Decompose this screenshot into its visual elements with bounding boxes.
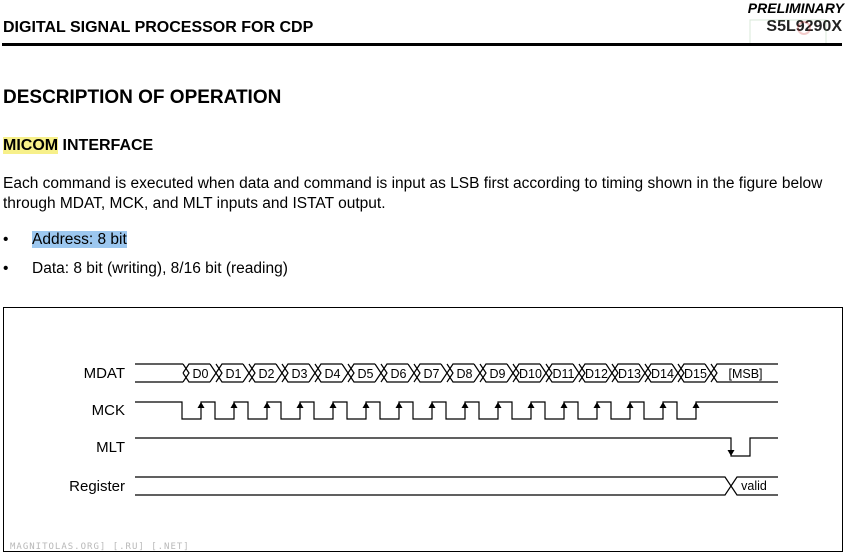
mdat-bit-label: D8 (456, 367, 473, 381)
mck-rising-edge-arrow (396, 402, 403, 408)
mlt-falling-edge-arrow (728, 450, 735, 456)
mck-rising-edge-arrow (429, 402, 436, 408)
mdat-bit-label: D4 (324, 367, 341, 381)
preliminary-label: PRELIMINARY (747, 0, 844, 16)
mdat-bit-label: D14 (651, 367, 674, 381)
section-title: DESCRIPTION OF OPERATION (3, 87, 282, 108)
part-number: S5L9290X (766, 18, 842, 35)
bullet-marker: • (3, 260, 9, 277)
mck-rising-edge-arrow (693, 402, 700, 408)
watermark-text: MAGNITOLAS.ORG] [.RU] [.NET] (10, 542, 190, 552)
subsection-title-rest: INTERFACE (58, 137, 154, 154)
register-valid-label: valid (741, 479, 767, 493)
mck-rising-edge-arrow (330, 402, 337, 408)
mdat-bit-label: D13 (618, 367, 641, 381)
mdat-label: MDAT (83, 365, 125, 382)
mck-rising-edge-arrow (561, 402, 568, 408)
mdat-bit-label: D15 (684, 367, 707, 381)
micom-highlight: MICOM (3, 137, 59, 154)
mdat-bit-label: [MSB] (728, 367, 763, 381)
mck-rising-edge-arrow (264, 402, 271, 408)
mdat-bit-label: D6 (390, 367, 407, 381)
description-paragraph: Each command is executed when data and command is input as LSB first according to timing shown in the figure below through MDAT, MCK, and MLT inputs and ISTAT output. (3, 175, 823, 212)
mck-rising-edge-arrow (660, 402, 667, 408)
mdat-bit-label: D2 (258, 367, 275, 381)
mdat-bit-label: D7 (423, 367, 440, 381)
mck-rising-edge-arrow (363, 402, 370, 408)
mck-rising-edge-arrow (528, 402, 535, 408)
mck-label: MCK (91, 402, 125, 419)
mck-rising-edge-arrow (627, 402, 634, 408)
mdat-bit-label: D1 (225, 367, 242, 381)
mdat-bit-label: D10 (519, 367, 542, 381)
bullet-data: Data: 8 bit (writing), 8/16 bit (reading) (32, 260, 288, 277)
mck-rising-edge-arrow (462, 402, 469, 408)
register-bus (135, 477, 778, 495)
mck-rising-edge-arrow (231, 402, 238, 408)
register-label: Register (69, 478, 125, 495)
mck-rising-edge-arrow (198, 402, 205, 408)
bullet-marker: • (3, 231, 9, 248)
mdat-bit-label: D11 (552, 367, 575, 381)
mlt-line (135, 438, 778, 456)
mdat-bit-label: D0 (192, 367, 209, 381)
mck-rising-edge-arrow (495, 402, 502, 408)
mck-rising-edge-arrow (297, 402, 304, 408)
mlt-label: MLT (96, 439, 125, 456)
mdat-bit-label: D3 (291, 367, 308, 381)
mdat-bit-label: D5 (357, 367, 374, 381)
mdat-bit-label: D9 (489, 367, 506, 381)
document-title: DIGITAL SIGNAL PROCESSOR FOR CDP (3, 19, 314, 36)
mdat-bit-label: D12 (585, 367, 608, 381)
mck-clock (135, 402, 778, 419)
address-highlight: Address: 8 bit (32, 231, 127, 248)
mck-rising-edge-arrow (594, 402, 601, 408)
